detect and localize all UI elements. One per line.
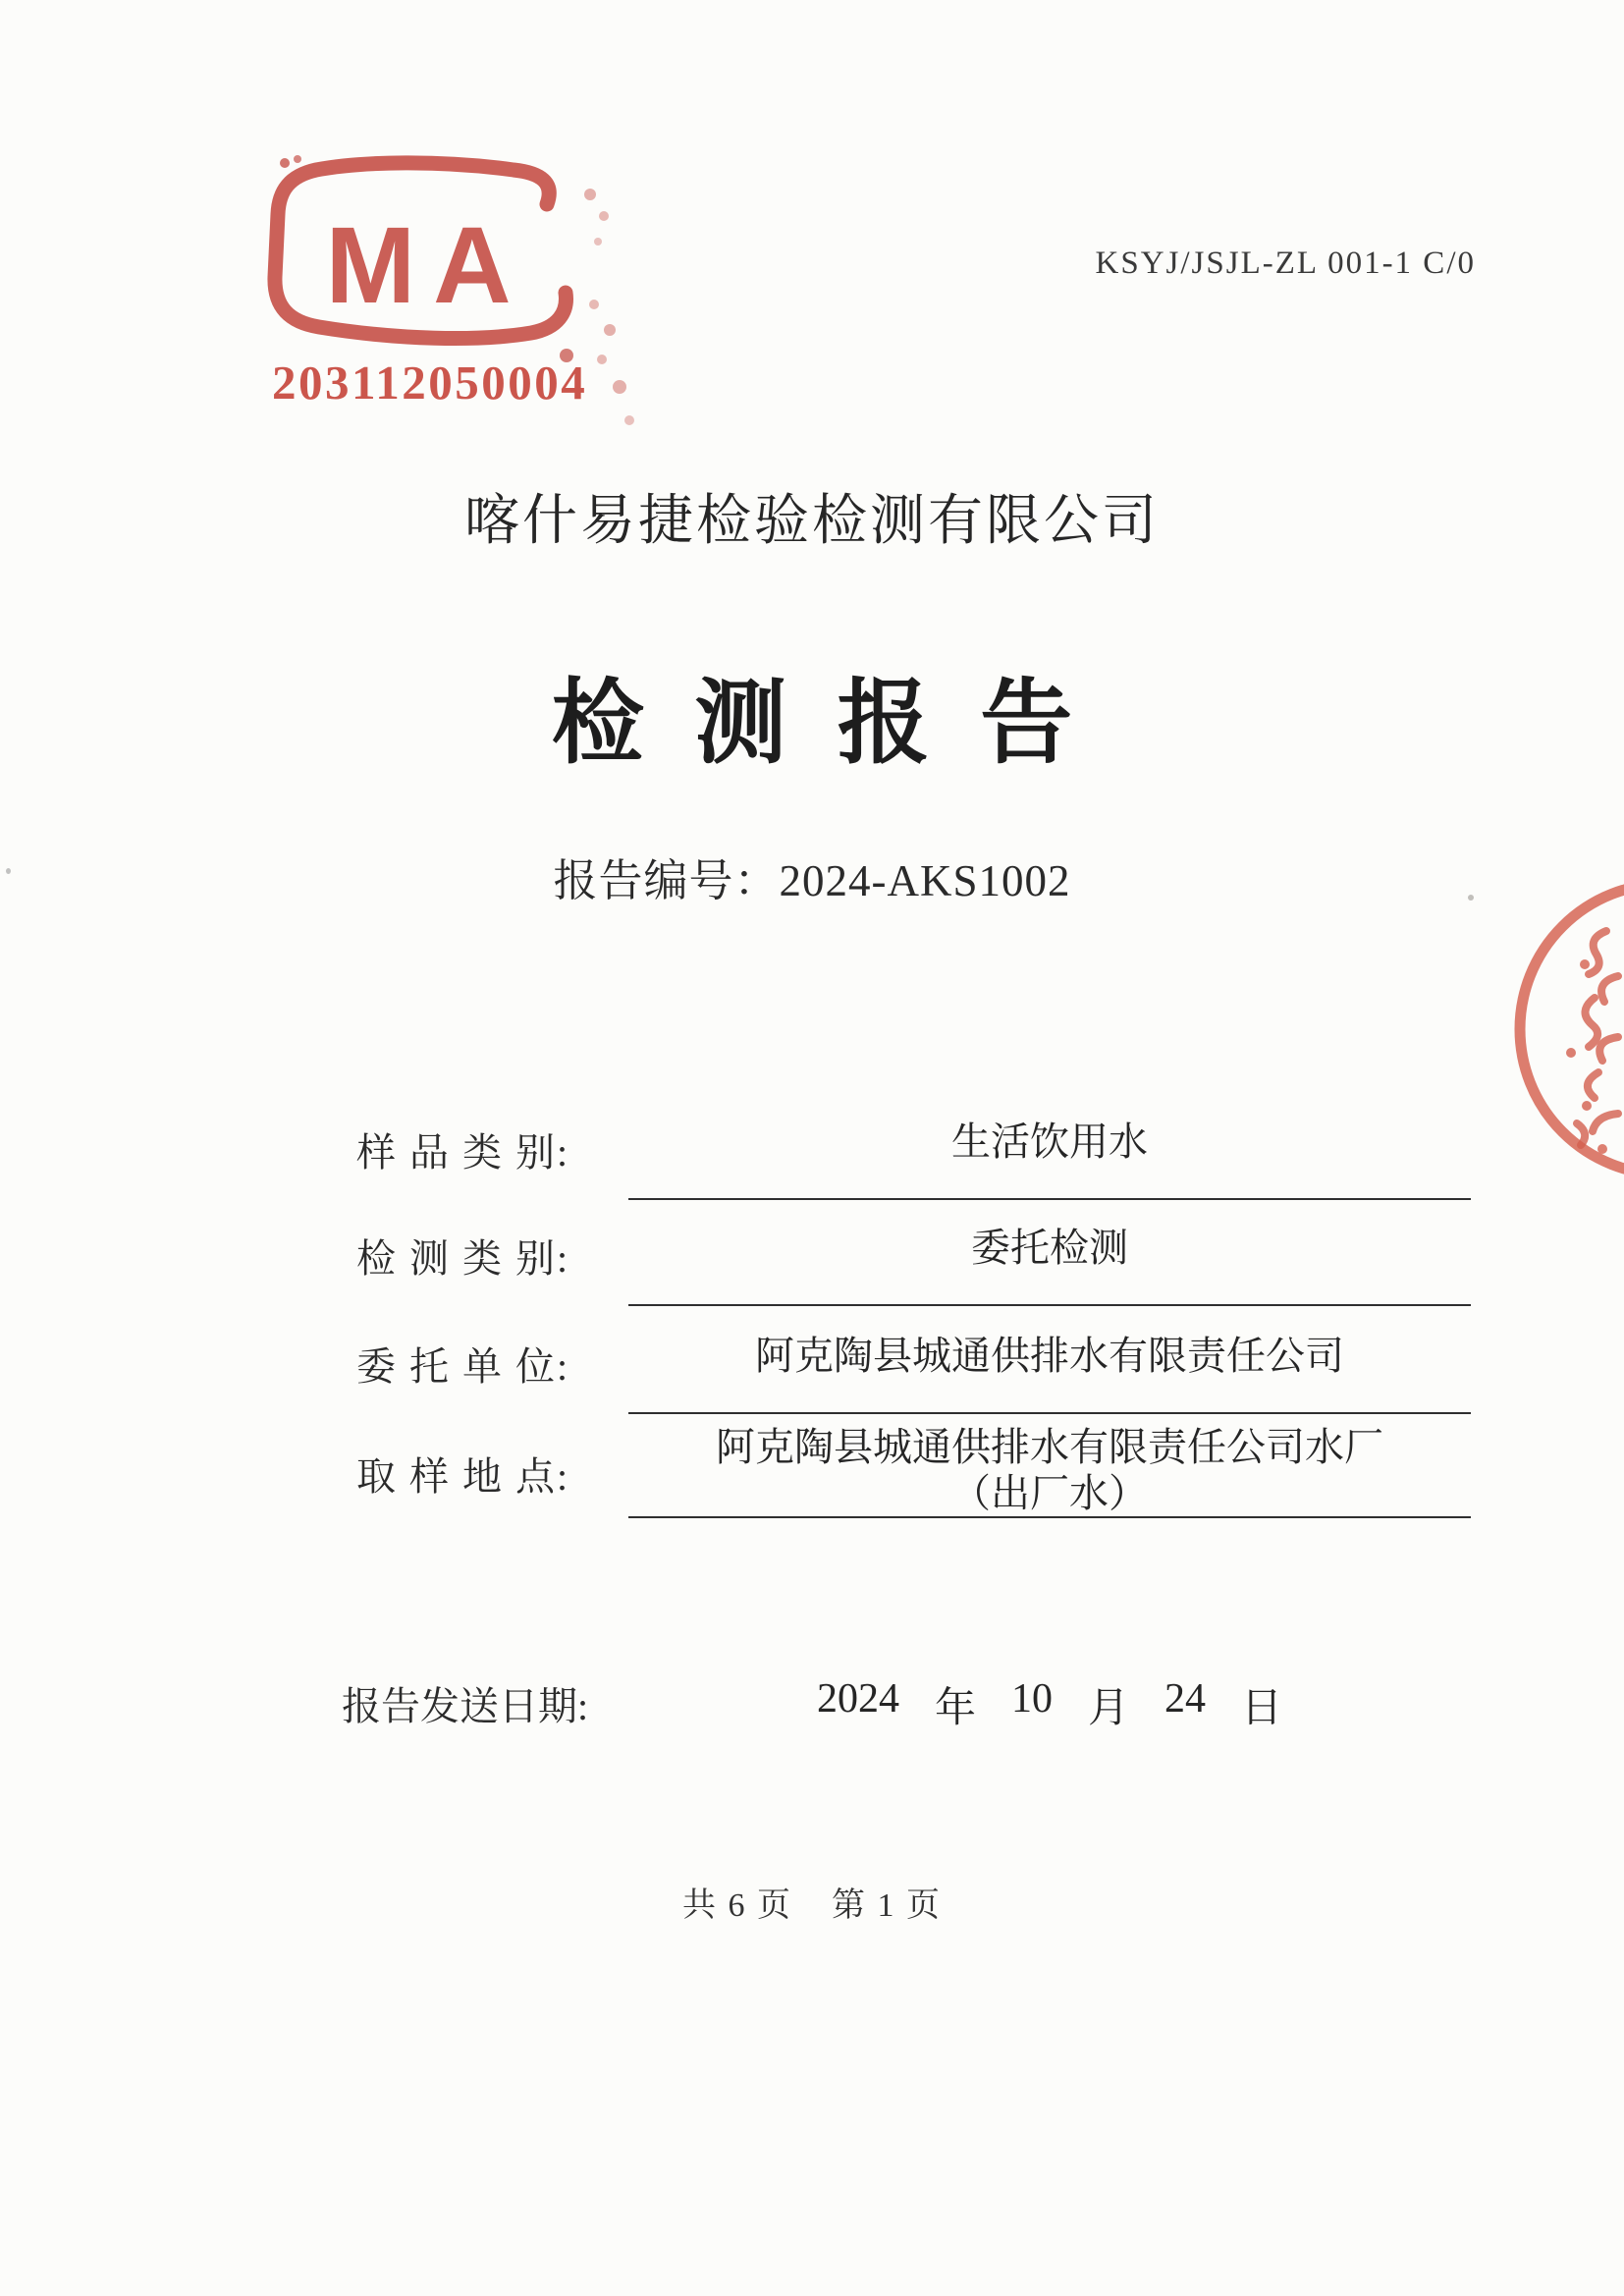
field-value-sample-category: 生活饮用水 — [628, 1118, 1471, 1200]
scan-speck — [6, 868, 11, 874]
send-date-day-unit: 日 — [1241, 1686, 1283, 1731]
field-value-test-category: 委托检测 — [628, 1224, 1471, 1306]
send-date-label: 报告发送日期: — [342, 1684, 589, 1728]
report-number-label: 报告编号： — [553, 856, 780, 905]
send-date-year: 2024 — [816, 1676, 899, 1722]
cma-cert-number: 203112050004 — [272, 355, 588, 410]
send-date-value — [628, 1675, 1471, 1734]
field-label-client: 委 托 单 位: — [356, 1344, 570, 1389]
report-number-line — [0, 845, 1624, 908]
scan-speck — [1468, 895, 1474, 901]
cma-letters: MA — [325, 205, 529, 326]
field-label-sampling-site: 取 样 地 点: — [356, 1454, 570, 1499]
field-label-test-category: 检 测 类 别: — [356, 1236, 570, 1281]
sampling-site-line2: （出厂水） — [951, 1471, 1148, 1515]
cma-stamp-icon — [260, 147, 692, 452]
total-pages: 共 6 页 — [682, 1887, 792, 1924]
current-page: 第 1 页 — [832, 1887, 942, 1924]
sampling-site-line1: 阿克陶县城通供排水有限责任公司水厂 — [716, 1425, 1383, 1469]
page-title: 检 测 报 告 — [551, 673, 1087, 775]
company-name: 喀什易捷检验检测有限公司 — [464, 491, 1160, 552]
send-date-year-unit: 年 — [934, 1686, 976, 1731]
doc-code: KSYJ/JSJL-ZL 001-1 C/0 — [1095, 246, 1476, 281]
field-value-sampling-site — [628, 1424, 1471, 1518]
round-seal-icon — [1508, 870, 1624, 1194]
page-footer — [0, 1878, 1624, 1926]
send-date-day: 24 — [1164, 1676, 1206, 1722]
send-date-month-unit: 月 — [1087, 1686, 1129, 1731]
report-number-value: 2024-AKS1002 — [779, 856, 1071, 905]
field-value-client: 阿克陶县城通供排水有限责任公司 — [628, 1332, 1471, 1414]
send-date-month: 10 — [1010, 1676, 1053, 1722]
field-label-sample-category: 样 品 类 别: — [356, 1130, 570, 1175]
